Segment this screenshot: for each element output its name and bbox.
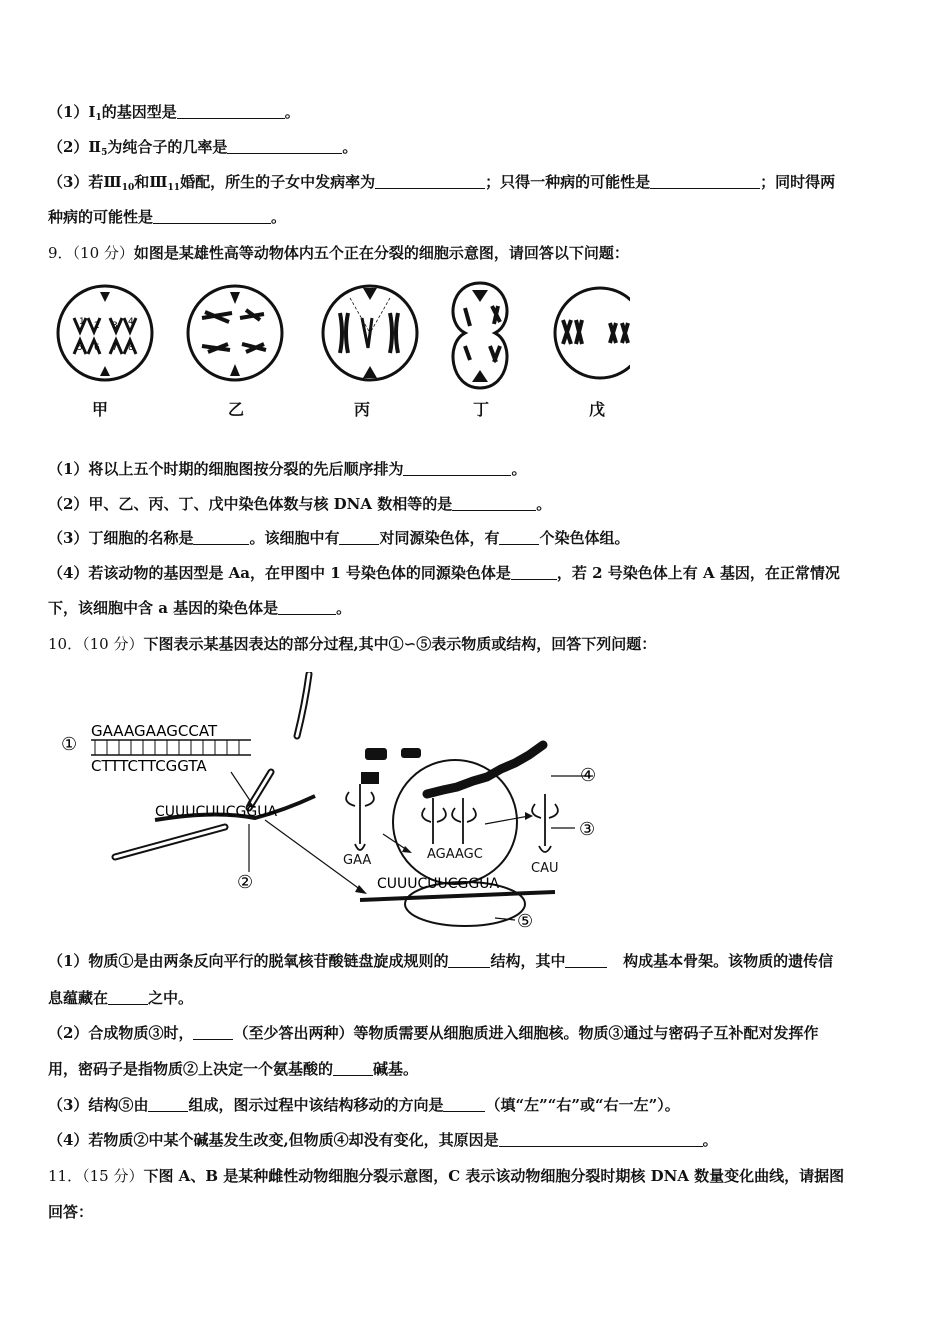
cell-label-ding: 丁 bbox=[473, 400, 490, 419]
dna-double-strand bbox=[91, 722, 251, 775]
chrom-number: 8 bbox=[128, 343, 134, 353]
answer-blank[interactable] bbox=[511, 565, 557, 580]
mark-4: ④ bbox=[580, 765, 597, 786]
cell-label-wu: 戊 bbox=[589, 400, 606, 419]
dna-top-strand: GAAAGAAGCCAT bbox=[91, 722, 218, 740]
q8-part3-cont: 种病的可能性是 。 bbox=[48, 208, 287, 226]
cell-label-jia: 甲 bbox=[92, 400, 109, 419]
cell-ding bbox=[453, 283, 507, 388]
answer-blank[interactable] bbox=[193, 1025, 233, 1040]
chrom-number: 7 bbox=[112, 343, 118, 353]
answer-blank[interactable] bbox=[499, 530, 539, 545]
answer-blank[interactable] bbox=[565, 953, 607, 968]
anticodon-cau: CAU bbox=[531, 861, 559, 876]
chrom-number: 4 bbox=[128, 317, 134, 327]
answer-blank[interactable] bbox=[148, 1097, 188, 1112]
cell-jia bbox=[58, 286, 152, 380]
cell-label-bing: 丙 bbox=[354, 400, 371, 419]
q9-part4: （4）若该动物的基因型是 Aa，在甲图中 1 号染色体的同源染色体是 ，若 2 号染色体上有 A 基因，在正常情况 bbox=[48, 564, 840, 582]
polypeptide bbox=[361, 745, 543, 794]
mark-2: ② bbox=[237, 872, 254, 893]
anticodon-gaa: GAA bbox=[343, 853, 372, 868]
answer-blank[interactable] bbox=[333, 1061, 373, 1076]
dna-bottom-strand: CTTTCTTCGGTA bbox=[91, 757, 207, 775]
answer-blank[interactable] bbox=[443, 1097, 485, 1112]
answer-blank[interactable] bbox=[650, 174, 760, 189]
trna-middle bbox=[422, 798, 483, 862]
cell-wu bbox=[555, 288, 630, 378]
answer-blank[interactable] bbox=[278, 600, 336, 615]
mrna-left: CUUUCUUCGGUA bbox=[155, 804, 278, 820]
answer-blank[interactable] bbox=[452, 496, 536, 511]
cell-bing bbox=[323, 286, 417, 380]
cell-yi bbox=[188, 286, 282, 380]
q10-part2: （2）合成物质③时， （至少答出两种）等物质需要从细胞质进入细胞核。物质③通过与密码子互补配对发挥作 bbox=[48, 1024, 819, 1042]
cell-label-yi: 乙 bbox=[228, 400, 245, 419]
q10-part1: （1）物质①是由两条反向平行的脱氧核苷酸链盘旋成规则的 结构，其中 构成基本骨架。该物质的遗传信 bbox=[48, 952, 834, 970]
mark-3: ③ bbox=[579, 819, 596, 840]
q9-part4-cont: 下，该细胞中含 a 基因的染色体是 。 bbox=[48, 599, 352, 617]
trna-left bbox=[343, 784, 374, 868]
answer-blank[interactable] bbox=[108, 990, 148, 1005]
answer-blank[interactable] bbox=[403, 461, 511, 476]
chrom-number: 2 bbox=[94, 321, 100, 331]
q10-stem: 10．（10 分）下图表示某基因表达的部分过程,其中①∽⑤表示物质或结构，回答下列问题： bbox=[48, 635, 657, 653]
chrom-number: 3 bbox=[112, 321, 118, 331]
mark-5: ⑤ bbox=[517, 911, 534, 932]
q11-stem: 11．（15 分）下图 A、B 是某种雌性动物细胞分裂示意图，C 表示该动物细胞分裂时期核 DNA 数量变化曲线，请据图 bbox=[48, 1167, 845, 1185]
gene-expression-figure bbox=[55, 672, 615, 934]
q11-stem-cont: 回答： bbox=[48, 1203, 94, 1221]
answer-blank[interactable] bbox=[448, 953, 490, 968]
q9-stem: 9．（10 分）如图是某雄性高等动物体内五个正在分裂的细胞示意图，请回答以下问题： bbox=[48, 244, 629, 262]
answer-blank[interactable] bbox=[375, 174, 485, 189]
chrom-number: 5 bbox=[77, 343, 83, 353]
answer-blank[interactable] bbox=[227, 139, 342, 154]
q8-part2: $(2)Ⅱ_5$为纯合子的几率是 。 bbox=[48, 138, 358, 158]
q10-part1-cont: 息蕴藏在 之中。 bbox=[48, 989, 194, 1007]
q10-part4: （4）若物质②中某个碱基发生改变,但物质④却没有变化，其原因是 。 bbox=[48, 1131, 718, 1149]
q9-part1: （1）将以上五个时期的细胞图按分裂的先后顺序排为 。 bbox=[48, 460, 527, 478]
answer-blank[interactable] bbox=[177, 104, 285, 119]
trna-right bbox=[531, 794, 559, 876]
q9-part2: （2）甲、乙、丙、丁、戊中染色体数与核 DNA 数相等的是 。 bbox=[48, 495, 552, 513]
q8-part1: $(1)Ⅰ_1$的基因型是 。 bbox=[48, 103, 300, 123]
answer-blank[interactable] bbox=[499, 1132, 703, 1147]
answer-blank[interactable] bbox=[153, 209, 271, 224]
q9-part3: （3）丁细胞的名称是 。该细胞中有 对同源染色体，有 个染色体组。 bbox=[48, 529, 630, 547]
q10-part2-cont: 用，密码子是指物质②上决定一个氨基酸的 碱基。 bbox=[48, 1060, 419, 1078]
mrna-right: CUUUCUUCGGUA bbox=[377, 876, 500, 892]
chrom-number: 6 bbox=[94, 343, 100, 353]
q8-part3: （3）若$Ⅲ_{10}$和$Ⅲ_{11}$婚配，所生的子女中发病率为 ；只得一种病的可能性是 ；同时得两 bbox=[48, 173, 836, 193]
chrom-number: 1 bbox=[79, 317, 85, 327]
anticodon-agaagc: AGAAGC bbox=[427, 847, 483, 862]
q10-part3: （3）结构⑤由 组成，图示过程中该结构移动的方向是 （填“左”“右”或“右一左”）。 bbox=[48, 1096, 680, 1114]
answer-blank[interactable] bbox=[339, 530, 379, 545]
mark-1: ① bbox=[61, 734, 78, 755]
cell-division-figure bbox=[50, 278, 630, 428]
answer-blank[interactable] bbox=[193, 530, 249, 545]
